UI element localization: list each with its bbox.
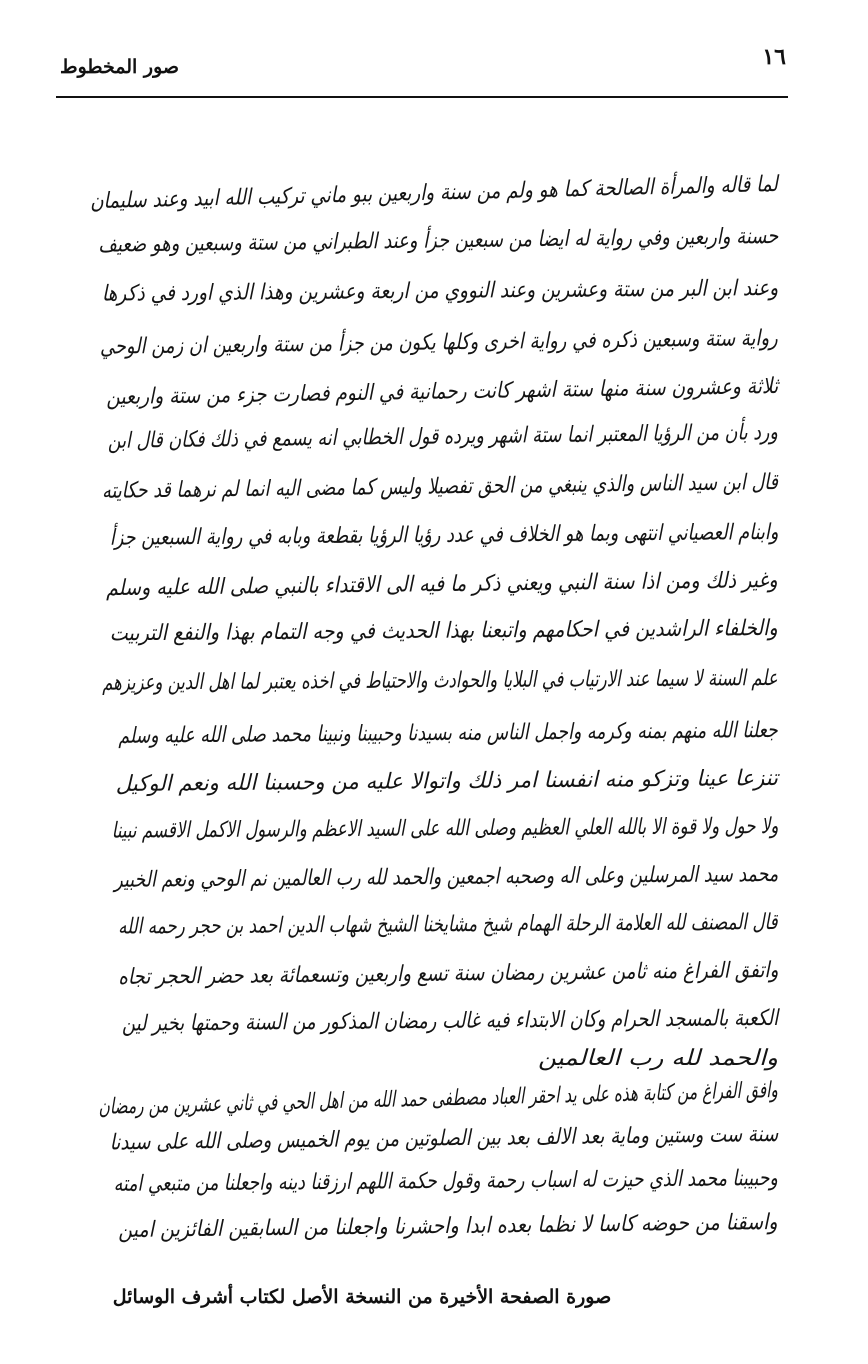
manuscript-line: ورد بأن من الرؤيا المعتبر انما ستة اشهر ويرده قول الخطابي انه يسمع في ذلك فكان قال ابن xyxy=(107,420,779,454)
manuscript-line: ثلاثة وعشرون سنة منها ستة اشهر كانت رحمانية في النوم فصارت جزء من ستة واربعين xyxy=(105,374,779,411)
manuscript-line: قال ابن سيد الناس والذي ينبغي من الحق تفصيلا وليس كما مضى اليه انما لم نرهما قد حكايته xyxy=(101,470,779,504)
manuscript-line: وحبيبنا محمد الذي حيزت له اسباب رحمة وقول حكمة اللهم ارزقنا دينه واجعلنا من متبعي امته xyxy=(113,1166,779,1197)
manuscript-line: وعند ابن البر من ستة وعشرين وعند النووي من اربعة وعشرين وهذا الذي اورد في ذكرها xyxy=(101,276,779,307)
manuscript-line: رواية ستة وسبعين ذكره في رواية اخرى وكلها يكون من جزأ من ستة واربعين ان زمن الوحي xyxy=(100,326,779,360)
manuscript-line: محمد سيد المرسلين وعلى اله وصحبه اجمعين والحمد لله رب العالمين نم الوحي ونعم الخبير xyxy=(114,862,779,893)
manuscript-line: قال المصنف لله العلامة الرحلة الهمام شيخ مشايخنا الشيخ شهاب الدين احمد بن حجر رحمه الله xyxy=(118,910,779,940)
manuscript-line: جعلنا الله منهم بمنه وكرمه واجمل الناس منه بسيدنا وحبيبنا ونبينا محمد صلى الله عليه وسلم xyxy=(118,718,779,749)
page-number: ١٦ xyxy=(762,44,786,70)
header-divider xyxy=(56,96,788,98)
manuscript-line: الكعبة بالمسجد الحرام وكان الابتداء فيه غالب رمضان المذكور من السنة وحمتها بخير لين xyxy=(121,1006,779,1037)
manuscript-line: واتفق الفراغ منه ثامن عشرين رمضان سنة تسع واربعين وتسعمائة بعد حضر الحجر تجاه xyxy=(117,958,779,990)
manuscript-page-image xyxy=(88,160,779,1243)
figure-caption: صورة الصفحة الأخيرة من النسخة الأصل لكتاب أشرف الوسائل xyxy=(112,1286,612,1308)
manuscript-line: والخلفاء الراشدين في احكامهم واتبعنا بهذا الحديث في وجه التمام بهذا والنفع التربيت xyxy=(109,616,779,647)
manuscript-line: تنزعا عينا وتزكو منه انفسنا امر ذلك واتوالا عليه من وحسبنا الله ونعم الوكيل xyxy=(115,766,779,797)
manuscript-line: وغير ذلك ومن اذا سنة النبي ويعني ذكر ما فيه الى الاقتداء بالنبي صلى الله عليه وسلم xyxy=(106,568,779,602)
manuscript-line: واسقنا من حوضه كاسا لا نظما بعده ابدا واحشرنا واجعلنا من السابقين الفائزين امين xyxy=(118,1210,779,1243)
manuscript-line: سنة ست وستين وماية بعد الالف بعد بين الصلوتين من يوم الخميس وصلى الله على سيدنا xyxy=(109,1122,779,1156)
manuscript-line: حسنة واربعين وفي رواية له ايضا من سبعين جزأ وعند الطبراني من ستة وسبعين وهو ضعيف xyxy=(97,224,779,258)
manuscript-line: وابنام العصياني انتهى وبما هو الخلاف في عدد رؤيا الرؤيا بقطعة وبابه في رواية السبعين جزأ xyxy=(109,520,779,551)
manuscript-line: لما قاله والمرأة الصالحة كما هو ولم من سنة واربعين ببو ماني تركيب الله ابيد وعند سليمان xyxy=(89,172,779,215)
manuscript-line: علم السنة لا سيما عند الارتياب في البلايا والحوادث والاحتياط في اخذه يعتبر لما اهل الدين وعزيزهم xyxy=(102,666,779,696)
manuscript-line: وافق الفراغ من كتابة هذه على يد احقر العباد مصطفى حمد الله من اهل الحي في ثاني عشرين من رمضان xyxy=(98,1078,779,1120)
manuscript-line: والحمد لله رب العالمين xyxy=(538,1046,778,1071)
running-title: صور المخطوط xyxy=(60,56,180,78)
manuscript-line: ولا حول ولا قوة الا بالله العلي العظيم وصلى الله على السيد الاعظم والرسول الاكمل الاقسم نبينا xyxy=(111,814,779,844)
